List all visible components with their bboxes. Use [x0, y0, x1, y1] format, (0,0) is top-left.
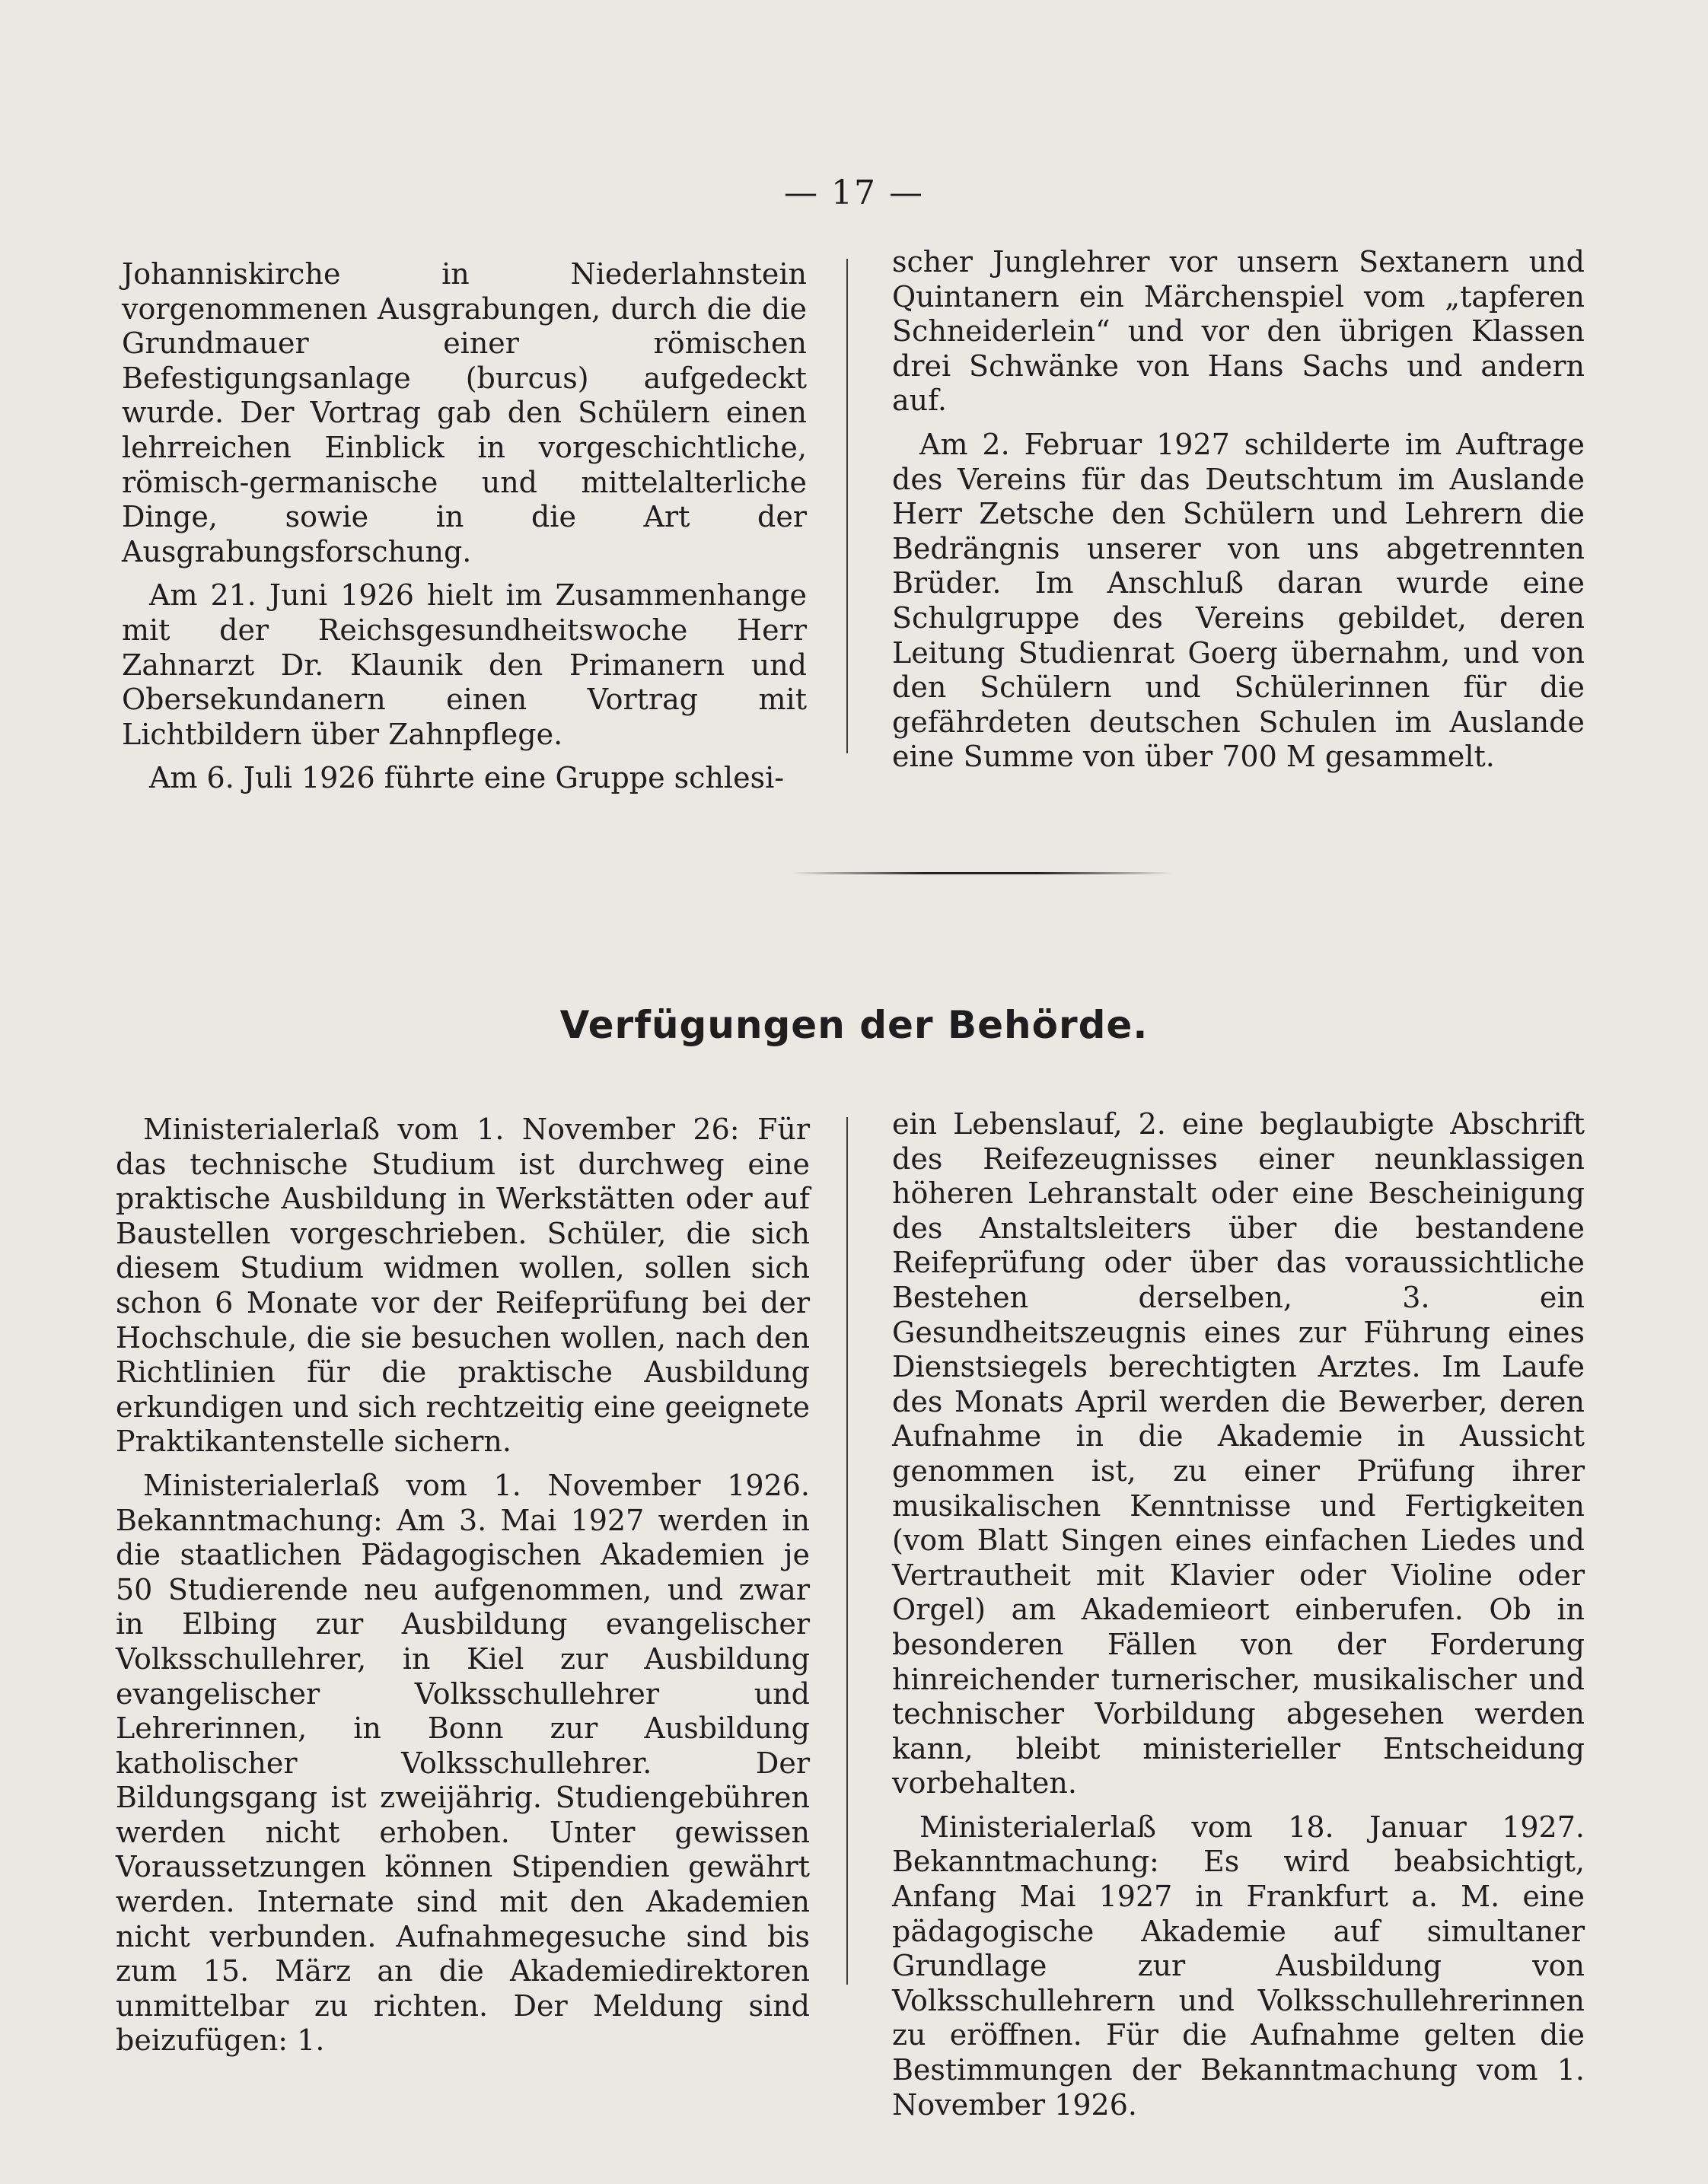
lower-right-column: [892, 1107, 1585, 2131]
page-number: — 17 —: [784, 174, 924, 212]
paragraph: Am 6. Juli 1926 führte eine Gruppe schlesi-: [149, 761, 785, 795]
section-heading: Verfügungen der Behörde.: [559, 1003, 1149, 1047]
lower-left-column: [116, 1113, 810, 2068]
paragraph: Johanniskirche in Niederlahnstein vorgenommenen Ausgrabungen, durch die die Grundmauer einer römischen Befestigungsanlage (burcus) aufgedeckt wurde. Der Vortrag gab den Schülern einen lehrreichen Einblick in vorgeschichtliche, römisch-germanische und mittelalterliche Dinge, sowie in die Art der Ausgrabungsforschung.: [122, 257, 807, 568]
column-divider: [846, 259, 848, 753]
paragraph: Ministerialerlaß vom 1. November 26: Für das technische Studium ist durchweg eine praktische Ausbildung in Werkstätten oder auf Baustellen vorgeschrieben. Schüler, die sich diesem Studium widmen wollen, sollen sich schon 6 Monate vor der Reifeprüfung bei der Hochschule, die sie besuchen wollen, nach den Richtlinien für die praktische Ausbildung erkundigen und sich rechtzeitig eine geeignete Praktikantenstelle sichern.: [116, 1113, 810, 1459]
paragraph: Ministerialerlaß vom 18. Januar 1927. Bekanntmachung: Es wird beabsichtigt, Anfang Mai 1927 in Frankfurt a. M. eine pädagogische Akademie auf simultaner Grundlage zur Ausbildung von Volksschullehrern und Volksschullehrerinnen zu eröffnen. Für die Aufnahme gelten die Bestimmungen der Bekanntmachung vom 1. November 1926.: [892, 1810, 1585, 2122]
paragraph: Ministerialerlaß vom 1. November 1926. Bekanntmachung: Am 3. Mai 1927 werden in die staatlichen Pädagogischen Akademien je 50 Studierende neu aufgenommen, und zwar in Elbing zur Ausbildung evangelischer Volksschullehrer, in Kiel zur Ausbildung evangelischer Volksschullehrer und Lehrerinnen, in Bonn zur Ausbildung katholischer Volksschullehrer. Der Bildungsgang ist zweijährig. Studiengebühren werden nicht erhoben. Unter gewissen Voraussetzungen können Stipendien gewährt werden. Internate sind mit den Akademien nicht verbunden. Aufnahmegesuche sind bis zum 15. März an die Akademiedirektoren unmittelbar zu richten. Der Meldung sind beizufügen: 1.: [116, 1468, 810, 2058]
upper-right-column: [892, 245, 1585, 784]
column-divider: [846, 1117, 848, 1985]
paragraph: ein Lebenslauf, 2. eine beglaubigte Abschrift des Reifezeugnisses einer neunklassigen höheren Lehranstalt oder eine Bescheinigung des Anstaltsleiters über die bestandene Reifeprüfung oder über das voraussichtliche Bestehen derselben, 3. ein Gesundheitszeugnis eines zur Führung eines Dienstsiegels berechtigten Arztes. Im Laufe des Monats April werden die Bewerber, deren Aufnahme in die Akademie in Aussicht genommen ist, zu einer Prüfung ihrer musikalischen Kenntnisse und Fertigkeiten (vom Blatt Singen eines einfachen Liedes und Vertrautheit mit Klavier oder Violine oder Orgel) am Akademieort einberufen. Ob in besonderen Fällen von der Forderung hinreichender turnerischer, musikalischer und technischer Vorbildung abgesehen werden kann, bleibt ministerieller Entscheidung vorbehalten.: [892, 1107, 1585, 1800]
paragraph: Am 2. Februar 1927 schilderte im Auftrage des Vereins für das Deutschtum im Auslande Herr Zetsche den Schülern und Lehrern die Bedrängnis unserer von uns abgetrennten Brüder. Im Anschluß daran wurde eine Schulgruppe des Vereins gebildet, deren Leitung Studienrat Goerg übernahm, und von den Schülern und Schülerinnen für die gefährdeten deutschen Schulen im Auslande eine Summe von über 700 M gesammelt.: [892, 427, 1585, 774]
section-divider: [792, 872, 1172, 874]
upper-left-column: [122, 257, 807, 805]
paragraph: scher Junglehrer vor unsern Sextanern und Quintanern ein Märchenspiel vom „tapferen Schneiderlein“ und vor den übrigen Klassen drei Schwänke von Hans Sachs und andern auf.: [892, 245, 1585, 418]
paragraph: Am 21. Juni 1926 hielt im Zusammenhange mit der Reichsgesundheitswoche Herr Zahnarzt Dr. Klaunik den Primanern und Obersekundanern einen Vortrag mit Lichtbildern über Zahnpflege.: [122, 578, 807, 751]
